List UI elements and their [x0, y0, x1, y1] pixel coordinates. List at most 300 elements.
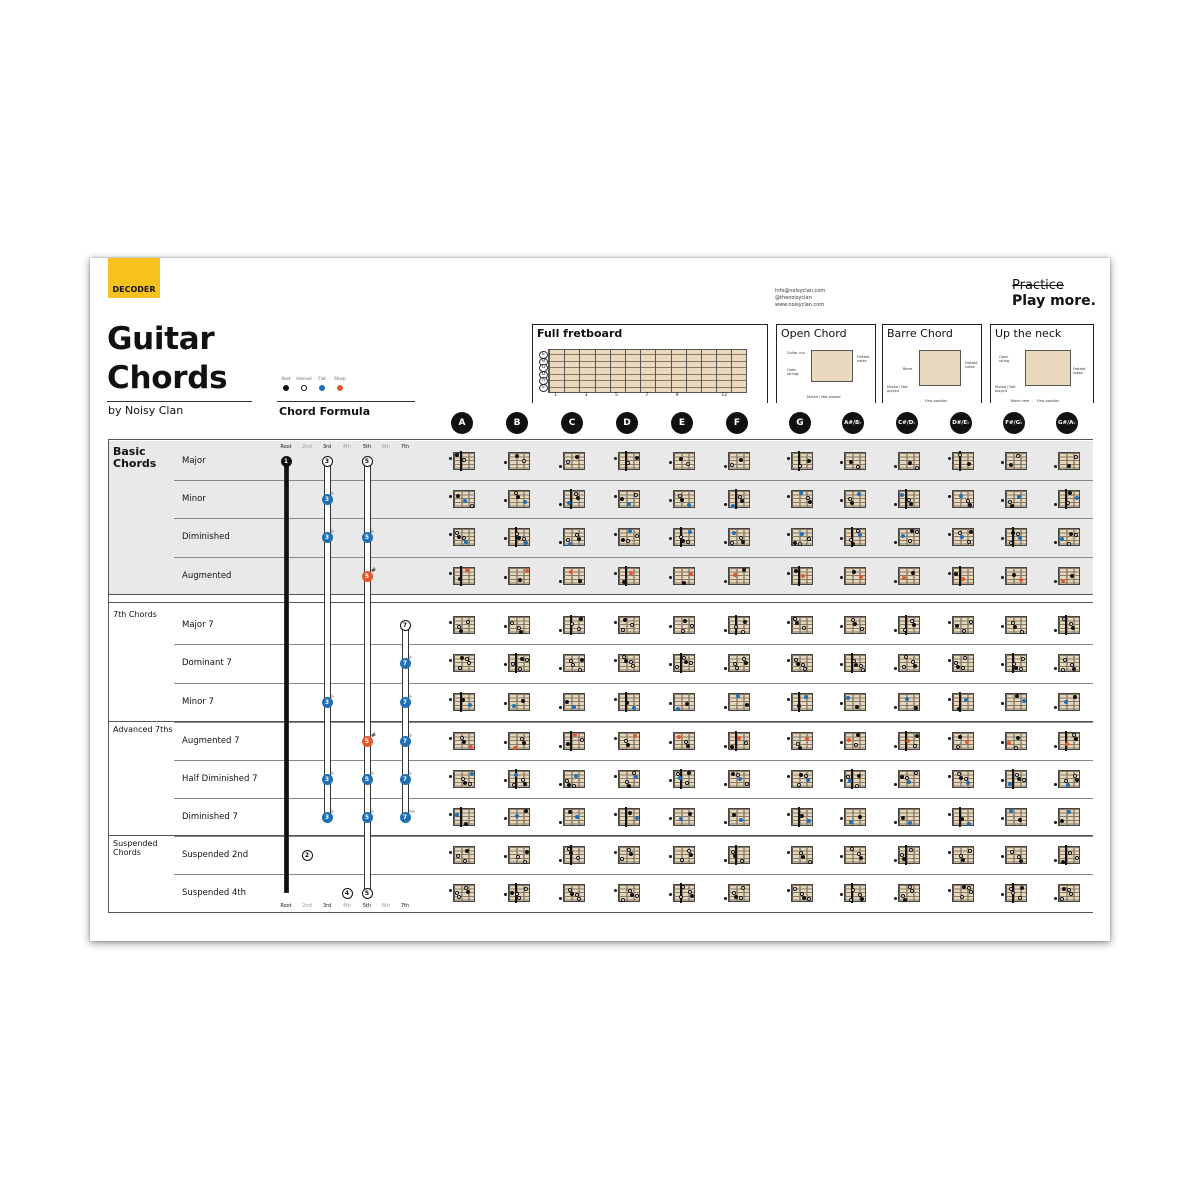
finger-dot	[730, 541, 734, 545]
legend-item	[313, 376, 331, 391]
finger-dot	[853, 622, 857, 626]
note-guitar-nut: Guitar nut	[787, 351, 805, 355]
chord-diagram	[948, 651, 974, 675]
finger-dot	[567, 501, 571, 505]
key-header-11: F#/G♭	[1003, 412, 1025, 434]
finger-dot	[793, 887, 797, 891]
finger-dot	[521, 699, 525, 703]
root-dot	[1054, 629, 1057, 632]
group-divider	[108, 835, 1093, 836]
root-dot	[948, 572, 951, 575]
legend-dot	[337, 385, 343, 391]
fretboard-mini	[844, 846, 866, 864]
fretboard-mini	[844, 808, 866, 826]
finger-dot	[962, 885, 966, 889]
finger-dot	[1019, 578, 1023, 582]
root-dot	[787, 659, 790, 662]
finger-dot	[626, 539, 630, 543]
finger-dot	[807, 537, 811, 541]
chord-diagram	[724, 651, 750, 675]
finger-dot	[578, 668, 582, 672]
panel-open-chord	[776, 324, 876, 403]
finger-dot	[910, 529, 914, 533]
note-muted: Muted / Not played	[887, 385, 908, 393]
finger-dot	[460, 656, 464, 660]
row-label: Minor 7	[182, 697, 214, 707]
interval-footer: 5th	[362, 903, 372, 909]
byline: by Noisy Clan	[108, 404, 184, 417]
finger-dot	[1009, 809, 1013, 813]
root-dot	[724, 783, 727, 786]
finger-dot	[800, 892, 804, 896]
finger-dot	[630, 623, 634, 627]
root-dot	[669, 855, 672, 858]
finger-dot	[571, 663, 575, 667]
finger-dot	[959, 776, 963, 780]
finger-dot	[907, 780, 911, 784]
barre-mark	[798, 566, 800, 586]
panel-title: Up the neck	[995, 327, 1062, 340]
chord-diagram	[787, 881, 813, 905]
finger-dot	[908, 885, 912, 889]
chord-diagram	[840, 729, 866, 753]
fret-line	[610, 350, 611, 392]
panel-barre-chord	[882, 324, 982, 403]
fretboard-mini	[791, 693, 813, 711]
finger-dot	[854, 743, 858, 747]
chord-diagram	[559, 843, 585, 867]
finger-dot	[857, 774, 861, 778]
fretboard-mini	[952, 452, 974, 470]
row-label: Augmented 7	[182, 736, 240, 746]
panel-up-the-neck	[990, 324, 1094, 403]
string-label: B	[539, 358, 548, 366]
finger-dot	[733, 854, 737, 858]
finger-dot	[850, 847, 854, 851]
chord-diagram	[1001, 729, 1027, 753]
root-dot	[504, 576, 507, 579]
finger-dot	[909, 502, 913, 506]
root-dot	[894, 580, 897, 583]
finger-dot	[860, 627, 864, 631]
chord-diagram	[669, 449, 695, 473]
finger-dot	[522, 741, 526, 745]
finger-dot	[915, 734, 919, 738]
finger-dot	[735, 666, 739, 670]
root-dot	[1001, 625, 1004, 628]
chord-diagram	[894, 729, 920, 753]
chord-diagram	[724, 881, 750, 905]
chord-diagram	[669, 651, 695, 675]
finger-dot	[465, 849, 469, 853]
finger-dot	[806, 778, 810, 782]
chord-diagram	[1054, 843, 1080, 867]
tagline: Play more.	[1012, 293, 1096, 309]
root-dot	[449, 698, 452, 701]
row-label: Diminished	[182, 532, 230, 542]
finger-dot	[678, 494, 682, 498]
finger-dot	[455, 531, 459, 535]
finger-dot	[463, 781, 467, 785]
root-dot	[614, 621, 617, 624]
finger-dot	[679, 457, 683, 461]
string-label: E	[539, 384, 548, 392]
root-dot	[504, 625, 507, 628]
root-dot	[449, 659, 452, 662]
root-dot	[787, 813, 790, 816]
group-divider	[108, 912, 1093, 913]
finger-dot	[465, 657, 469, 661]
root-dot	[840, 779, 843, 782]
finger-dot	[515, 454, 519, 458]
root-dot	[724, 706, 727, 709]
fretboard-mini	[673, 808, 695, 826]
finger-dot	[686, 462, 690, 466]
chord-diagram	[840, 487, 866, 511]
finger-dot	[900, 775, 904, 779]
chord-diagram	[1054, 564, 1080, 588]
finger-dot	[682, 656, 686, 660]
finger-dot	[961, 666, 965, 670]
chord-diagram	[1054, 487, 1080, 511]
finger-dot	[679, 535, 683, 539]
root-dot	[948, 457, 951, 460]
finger-dot	[851, 618, 855, 622]
interval-header: 3rd	[322, 444, 332, 450]
root-dot	[559, 629, 562, 632]
chord-diagram	[614, 767, 640, 791]
fretboard-mini	[728, 616, 750, 634]
barre-mark	[905, 615, 907, 635]
root-dot	[948, 775, 951, 778]
row-label: Half Diminished 7	[182, 774, 258, 784]
barre-mark	[735, 489, 737, 509]
finger-dot	[908, 461, 912, 465]
chord-diagram	[787, 729, 813, 753]
finger-dot	[468, 782, 472, 786]
finger-dot	[572, 705, 576, 709]
finger-dot	[739, 896, 743, 900]
finger-dot	[580, 738, 584, 742]
root-dot	[787, 698, 790, 701]
finger-dot	[964, 698, 968, 702]
fretboard-mini	[563, 808, 585, 826]
fretboard-mini	[791, 732, 813, 750]
finger-dot	[1074, 455, 1078, 459]
chord-diagram	[614, 449, 640, 473]
panel-title: Full fretboard	[537, 327, 623, 340]
formula-degree: 3	[322, 697, 333, 708]
finger-dot	[744, 661, 748, 665]
chord-diagram	[894, 525, 920, 549]
root-dot	[894, 541, 897, 544]
interval-footer: 2nd	[302, 903, 312, 909]
finger-dot	[968, 503, 972, 507]
chord-diagram	[894, 843, 920, 867]
root-dot	[787, 533, 790, 536]
fret-number: 5	[615, 393, 618, 398]
fretboard-mini	[508, 490, 530, 508]
finger-dot	[566, 742, 570, 746]
chord-diagram	[1054, 525, 1080, 549]
finger-dot	[910, 889, 914, 893]
chord-diagram	[449, 487, 475, 511]
finger-dot	[801, 855, 805, 859]
chord-diagram	[787, 767, 813, 791]
finger-dot	[915, 530, 919, 534]
finger-dot	[1016, 736, 1020, 740]
root-dot	[614, 533, 617, 536]
root-dot	[840, 537, 843, 540]
root-dot	[724, 465, 727, 468]
finger-dot	[525, 569, 529, 573]
chord-diagram	[787, 487, 813, 511]
root-dot	[614, 851, 617, 854]
accidental: ♭	[371, 528, 374, 535]
finger-dot	[741, 540, 745, 544]
finger-dot	[621, 538, 625, 542]
root-dot	[787, 572, 790, 575]
chord-diagram	[559, 881, 585, 905]
chord-diagram	[669, 487, 695, 511]
finger-dot	[968, 849, 972, 853]
finger-dot	[465, 568, 469, 572]
note-fretted: Fretted notes	[857, 355, 870, 363]
accidental: ♭	[409, 770, 412, 777]
chord-diagram	[787, 690, 813, 714]
chord-diagram	[1001, 843, 1027, 867]
formula-degree: 7	[400, 812, 411, 823]
chord-diagram	[724, 767, 750, 791]
finger-dot	[1067, 464, 1071, 468]
finger-dot	[900, 493, 904, 497]
finger-dot	[632, 706, 636, 710]
finger-dot	[512, 704, 516, 708]
root-dot	[840, 855, 843, 858]
finger-dot	[685, 702, 689, 706]
fretboard-mini	[898, 616, 920, 634]
finger-dot	[856, 733, 860, 737]
finger-dot	[1018, 536, 1022, 540]
chord-diagram	[449, 651, 475, 675]
finger-dot	[579, 617, 583, 621]
chord-diagram	[840, 690, 866, 714]
finger-dot	[858, 815, 862, 819]
root-dot	[669, 537, 672, 540]
root-dot	[559, 821, 562, 824]
finger-dot	[625, 701, 629, 705]
finger-dot	[846, 775, 850, 779]
finger-dot	[457, 535, 461, 539]
root-dot	[669, 663, 672, 666]
finger-dot	[470, 504, 474, 508]
string-label: G	[539, 364, 548, 372]
key-header-7: G	[789, 412, 811, 434]
finger-dot	[1069, 532, 1073, 536]
finger-dot	[857, 492, 861, 496]
row-label: Minor	[182, 494, 206, 504]
finger-dot	[802, 626, 806, 630]
finger-dot	[576, 856, 580, 860]
root-dot	[1001, 499, 1004, 502]
finger-dot	[1007, 741, 1011, 745]
up-the-neck-diagram	[1025, 350, 1071, 386]
finger-dot	[959, 854, 963, 858]
fretboard-mini	[453, 693, 475, 711]
legend-dot	[283, 385, 289, 391]
finger-dot	[469, 745, 473, 749]
chord-diagram	[1054, 805, 1080, 829]
finger-dot	[522, 459, 526, 463]
root-dot	[1054, 580, 1057, 583]
finger-dot	[740, 499, 744, 503]
finger-dot	[634, 775, 638, 779]
root-dot	[559, 667, 562, 670]
finger-dot	[521, 778, 525, 782]
accidental: ♭♭	[409, 808, 415, 815]
finger-dot	[743, 620, 747, 624]
finger-dot	[523, 500, 527, 504]
root-dot	[614, 457, 617, 460]
root-dot	[1054, 503, 1057, 506]
finger-dot	[1009, 463, 1013, 467]
fretboard-mini	[508, 693, 530, 711]
finger-dot	[902, 857, 906, 861]
finger-dot	[688, 530, 692, 534]
root-dot	[724, 580, 727, 583]
finger-dot	[794, 658, 798, 662]
fretboard-mini	[453, 567, 475, 585]
finger-dot	[1008, 500, 1012, 504]
finger-dot	[858, 893, 862, 897]
key-header-6: F	[726, 412, 748, 434]
finger-dot	[1061, 860, 1065, 864]
finger-dot	[860, 897, 864, 901]
open-chord-diagram	[811, 350, 853, 382]
root-dot	[559, 897, 562, 900]
barre-chord-diagram	[919, 350, 961, 386]
panel-title: Barre Chord	[887, 327, 953, 340]
finger-dot	[627, 784, 631, 788]
finger-dot	[1022, 699, 1026, 703]
finger-dot	[676, 772, 680, 776]
finger-dot	[566, 460, 570, 464]
finger-dot	[1012, 573, 1016, 577]
finger-dot	[1067, 888, 1071, 892]
finger-dot	[910, 619, 914, 623]
root-dot	[724, 859, 727, 862]
root-dot	[449, 737, 452, 740]
root-dot	[894, 629, 897, 632]
finger-dot	[794, 569, 798, 573]
chord-diagram	[669, 729, 695, 753]
chord-diagram	[948, 690, 974, 714]
barre-mark	[735, 731, 737, 751]
root-dot	[840, 576, 843, 579]
finger-dot	[1069, 622, 1073, 626]
finger-dot	[623, 618, 627, 622]
root-dot	[948, 851, 951, 854]
finger-dot	[1017, 495, 1021, 499]
root-dot	[504, 779, 507, 782]
row-divider	[174, 836, 1093, 837]
finger-dot	[801, 574, 805, 578]
finger-dot	[627, 848, 631, 852]
finger-dot	[736, 694, 740, 698]
note-muted: Muted / Not played	[995, 385, 1016, 393]
finger-dot	[740, 859, 744, 863]
root-dot	[894, 783, 897, 786]
chord-diagram	[724, 843, 750, 867]
chord-diagram	[614, 881, 640, 905]
root-dot	[449, 813, 452, 816]
fret-number: 3	[584, 393, 588, 398]
chord-diagram	[894, 767, 920, 791]
finger-dot	[686, 540, 690, 544]
finger-dot	[1066, 783, 1070, 787]
finger-dot	[731, 772, 735, 776]
chord-diagram	[1001, 487, 1027, 511]
finger-dot	[1075, 496, 1079, 500]
root-dot	[787, 889, 790, 892]
root-dot	[724, 503, 727, 506]
finger-dot	[1068, 491, 1072, 495]
legend-item	[277, 376, 295, 391]
finger-dot	[1064, 700, 1068, 704]
finger-dot	[578, 579, 582, 583]
finger-dot	[565, 700, 569, 704]
root-dot	[559, 541, 562, 544]
barre-mark	[460, 807, 462, 827]
group-divider	[108, 602, 1093, 603]
root-dot	[504, 499, 507, 502]
finger-dot	[852, 659, 856, 663]
finger-dot	[686, 744, 690, 748]
chord-diagram	[724, 564, 750, 588]
interval-header: Root	[280, 444, 292, 450]
root-dot	[894, 821, 897, 824]
chord-diagram	[1054, 449, 1080, 473]
finger-dot	[1020, 886, 1024, 890]
finger-dot	[518, 667, 522, 671]
chord-diagram	[894, 881, 920, 905]
legend-dot	[319, 385, 325, 391]
interval-footer: Root	[280, 903, 292, 909]
finger-dot	[858, 533, 862, 537]
chord-diagram	[559, 729, 585, 753]
finger-dot	[462, 740, 466, 744]
chord-diagram	[787, 651, 813, 675]
finger-dot	[1075, 856, 1079, 860]
root-dot	[504, 461, 507, 464]
chord-diagram	[449, 729, 475, 753]
formula-degree: 1	[281, 456, 292, 467]
finger-dot	[676, 707, 680, 711]
group-label: Basic Chords	[113, 445, 157, 470]
finger-dot	[908, 539, 912, 543]
panel-full-fretboard	[532, 324, 768, 403]
formula-degree: 7	[400, 736, 411, 747]
chord-diagram	[840, 449, 866, 473]
legend-label: Interval	[296, 376, 312, 381]
key-header-10: D#/E♭	[950, 412, 972, 434]
finger-dot	[1065, 742, 1069, 746]
finger-dot	[902, 576, 906, 580]
root-dot	[1054, 541, 1057, 544]
chord-diagram	[948, 729, 974, 753]
finger-dot	[914, 771, 918, 775]
finger-dot	[455, 813, 459, 817]
